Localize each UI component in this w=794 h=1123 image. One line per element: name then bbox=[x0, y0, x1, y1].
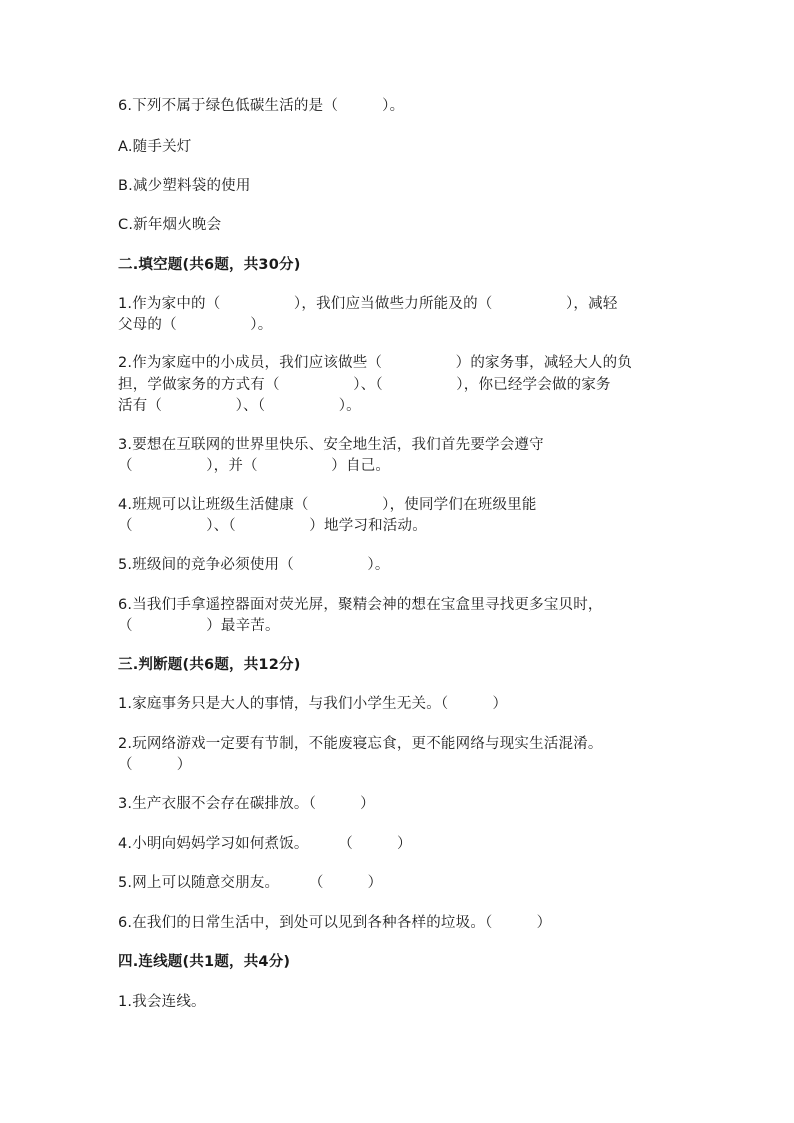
fill-q2-line2: 担，学做家务的方式有（ ）、（ ），你已经学会做的家务 bbox=[118, 377, 611, 393]
option-a: A.随手关灯 bbox=[118, 139, 192, 155]
fill-q4-line2: （ ）、（ ）地学习和活动。 bbox=[118, 518, 427, 534]
judge-q5: 5.网上可以随意交朋友。 （ ） bbox=[118, 875, 383, 891]
section-heading-fill-blank: 二.填空题(共6题，共30分) bbox=[118, 257, 301, 273]
fill-q4-line1: 4.班规可以让班级生活健康（ ），使同学们在班级里能 bbox=[118, 497, 537, 513]
judge-q2-line2: （ ） bbox=[118, 757, 192, 773]
fill-q2-line3: 活有（ ）、（ ）。 bbox=[118, 398, 361, 414]
question-choice-6: 6.下列不属于绿色低碳生活的是（ ）。 bbox=[118, 98, 405, 114]
fill-q2-line1: 2.作为家庭中的小成员，我们应该做些（ ）的家务事，减轻大人的负 bbox=[118, 355, 633, 371]
option-b: B.减少塑料袋的使用 bbox=[118, 178, 251, 194]
fill-q6-line2: （ ）最辛苦。 bbox=[118, 618, 280, 634]
judge-q4: 4.小明向妈妈学习如何煮饭。 （ ） bbox=[118, 836, 412, 852]
option-c: C.新年烟火晚会 bbox=[118, 217, 222, 233]
judge-q1: 1.家庭事务只是大人的事情，与我们小学生无关。（ ） bbox=[118, 696, 508, 712]
section-heading-true-false: 三.判断题(共6题，共12分) bbox=[118, 657, 301, 673]
judge-q3: 3.生产衣服不会存在碳排放。（ ） bbox=[118, 796, 375, 812]
fill-q1-line1: 1.作为家中的（ ），我们应当做些力所能及的（ ），减轻 bbox=[118, 296, 618, 312]
section-heading-matching: 四.连线题(共1题，共4分) bbox=[118, 954, 291, 970]
fill-q5: 5.班级间的竞争必须使用（ ）。 bbox=[118, 557, 390, 573]
fill-q6-line1: 6.当我们手拿遥控器面对荧光屏，聚精会神的想在宝盒里寻找更多宝贝时， bbox=[118, 597, 603, 613]
judge-q2-line1: 2.玩网络游戏一定要有节制，不能废寝忘食，更不能网络与现实生活混淆。 bbox=[118, 736, 603, 752]
fill-q1-line2: 父母的（ ）。 bbox=[118, 317, 273, 333]
matching-q1: 1.我会连线。 bbox=[118, 994, 206, 1010]
fill-q3-line2: （ ），并（ ）自己。 bbox=[118, 458, 391, 474]
fill-q3-line1: 3.要想在互联网的世界里快乐、安全地生活，我们首先要学会遵守 bbox=[118, 437, 544, 453]
judge-q6: 6.在我们的日常生活中，到处可以见到各种各样的垃圾。（ ） bbox=[118, 915, 552, 931]
